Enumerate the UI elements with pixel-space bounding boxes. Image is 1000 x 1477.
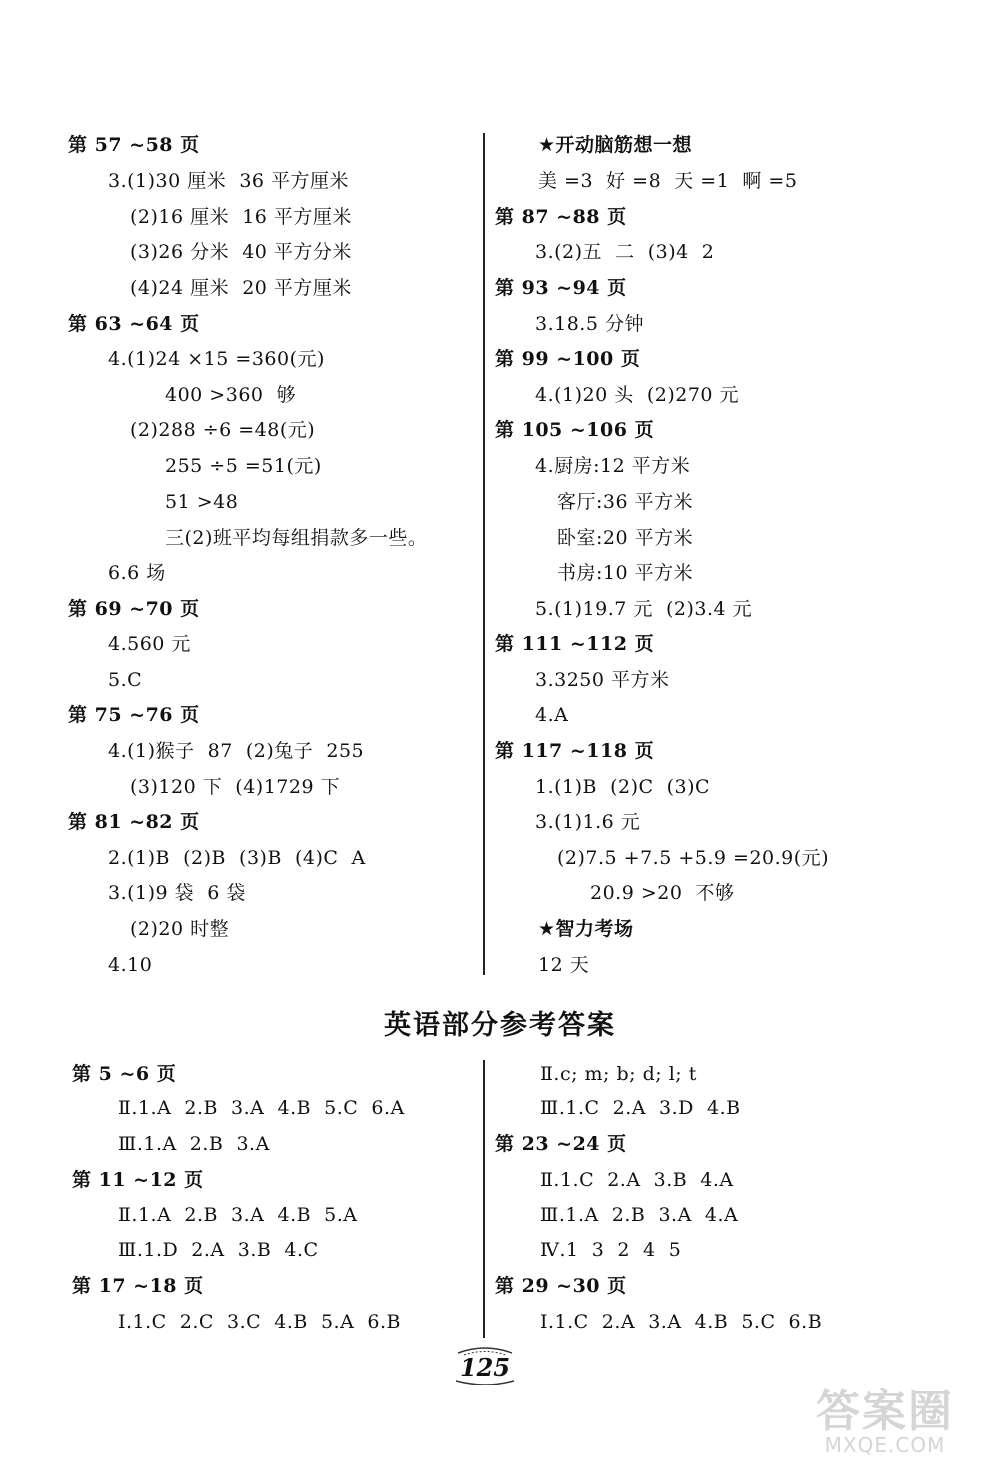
answer-line: 3.18.5 分钟 xyxy=(535,313,644,335)
page-heading: 第 5 ~6 页 xyxy=(72,1063,177,1085)
answer-line: (2)16 厘米 16 平方厘米 xyxy=(130,206,352,228)
answer-line: Ⅱ.1.A 2.B 3.A 4.B 5.A xyxy=(118,1204,358,1226)
section-title: 英语部分参考答案 xyxy=(384,1010,616,1041)
watermark-logo: 答案圈 xyxy=(816,1386,954,1437)
answer-line: 4.(1)20 头 (2)270 元 xyxy=(535,384,740,406)
answer-line: 书房:10 平方米 xyxy=(557,562,694,584)
answer-line: 3.(1)30 厘米 36 平方厘米 xyxy=(108,170,350,192)
answer-line: 3.(1)1.6 元 xyxy=(535,811,641,833)
column-divider xyxy=(483,1060,485,1338)
answer-line: Ⅰ.1.C 2.A 3.A 4.B 5.C 6.B xyxy=(540,1311,823,1333)
answer-line: 4.560 元 xyxy=(108,633,191,655)
page-heading: 第 117 ~118 页 xyxy=(495,740,655,762)
answer-line: (3)26 分米 40 平方分米 xyxy=(130,241,352,263)
page-heading: 第 87 ~88 页 xyxy=(495,206,627,228)
page-number xyxy=(450,1345,520,1385)
answer-line: 卧室:20 平方米 xyxy=(557,527,694,549)
answer-line: 美 =3 好 =8 天 =1 啊 =5 xyxy=(538,170,798,192)
page-heading: 第 11 ~12 页 xyxy=(72,1169,204,1191)
page-heading: 第 105 ~106 页 xyxy=(495,419,655,441)
answer-line: Ⅱ.1.A 2.B 3.A 4.B 5.C 6.A xyxy=(118,1097,405,1119)
answer-line: 三(2)班平均每组捐款多一些。 xyxy=(165,527,428,549)
answer-line: Ⅰ.1.C 2.C 3.C 4.B 5.A 6.B xyxy=(118,1311,401,1333)
page-number-text: 125 xyxy=(459,1353,511,1382)
answer-line: 6.6 场 xyxy=(108,562,166,584)
answer-line: 5.C xyxy=(108,669,143,691)
answer-line: Ⅱ.c; m; b; d; l; t xyxy=(540,1063,697,1085)
page-heading: 第 57 ~58 页 xyxy=(68,134,200,156)
page-heading: 第 63 ~64 页 xyxy=(68,313,200,335)
watermark-url: MXQE.COM xyxy=(824,1433,946,1457)
page-heading: 第 75 ~76 页 xyxy=(68,704,200,726)
answer-line: (4)24 厘米 20 平方厘米 xyxy=(130,277,352,299)
answer-line: 20.9 >20 不够 xyxy=(590,882,735,904)
answer-line: 5.(1)19.7 元 (2)3.4 元 xyxy=(535,598,753,620)
watermark xyxy=(800,1375,970,1465)
answer-line: 400 >360 够 xyxy=(165,384,297,406)
answer-line: Ⅲ.1.A 2.B 3.A xyxy=(118,1133,270,1155)
page-heading: 第 99 ~100 页 xyxy=(495,348,641,370)
answer-line: 51 >48 xyxy=(165,491,239,513)
answer-line: Ⅲ.1.C 2.A 3.D 4.B xyxy=(540,1097,741,1119)
answer-line: (2)20 时整 xyxy=(130,918,230,940)
page-heading: 第 23 ~24 页 xyxy=(495,1133,627,1155)
answer-line: 255 ÷5 =51(元) xyxy=(165,455,322,477)
answer-line: 4.厨房:12 平方米 xyxy=(535,455,691,477)
answer-line: 1.(1)B (2)C (3)C xyxy=(535,776,711,798)
page-heading: 第 17 ~18 页 xyxy=(72,1275,204,1297)
answer-line: 4.10 xyxy=(108,954,153,976)
page-heading: 第 111 ~112 页 xyxy=(495,633,655,655)
column-divider xyxy=(483,133,485,975)
section-heading: ★开动脑筋想一想 xyxy=(538,134,693,156)
answer-line: 12 天 xyxy=(538,954,590,976)
answer-line: 3.3250 平方米 xyxy=(535,669,670,691)
answer-line: 4.(1)猴子 87 (2)兔子 255 xyxy=(108,740,365,762)
answer-line: 4.(1)24 ×15 =360(元) xyxy=(108,348,325,370)
answer-line: Ⅲ.1.A 2.B 3.A 4.A xyxy=(540,1204,739,1226)
answer-line: (3)120 下 (4)1729 下 xyxy=(130,776,341,798)
answer-line: Ⅲ.1.D 2.A 3.B 4.C xyxy=(118,1239,319,1261)
section-heading: ★智力考场 xyxy=(538,918,634,940)
answer-line: Ⅱ.1.C 2.A 3.B 4.A xyxy=(540,1169,734,1191)
answer-line: (2)288 ÷6 =48(元) xyxy=(130,419,316,441)
answer-line: (2)7.5 +7.5 +5.9 =20.9(元) xyxy=(557,847,830,869)
page-heading: 第 29 ~30 页 xyxy=(495,1275,627,1297)
answer-line: 客厅:36 平方米 xyxy=(557,491,694,513)
answer-line: 3.(1)9 袋 6 袋 xyxy=(108,882,246,904)
page-heading: 第 81 ~82 页 xyxy=(68,811,200,833)
answer-line: 2.(1)B (2)B (3)B (4)C A xyxy=(108,847,366,869)
page-heading: 第 93 ~94 页 xyxy=(495,277,627,299)
answer-line: 4.A xyxy=(535,704,569,726)
answer-line: 3.(2)五 二 (3)4 2 xyxy=(535,241,715,263)
answer-line: Ⅳ.1 3 2 4 5 xyxy=(540,1239,682,1261)
page-heading: 第 69 ~70 页 xyxy=(68,598,200,620)
